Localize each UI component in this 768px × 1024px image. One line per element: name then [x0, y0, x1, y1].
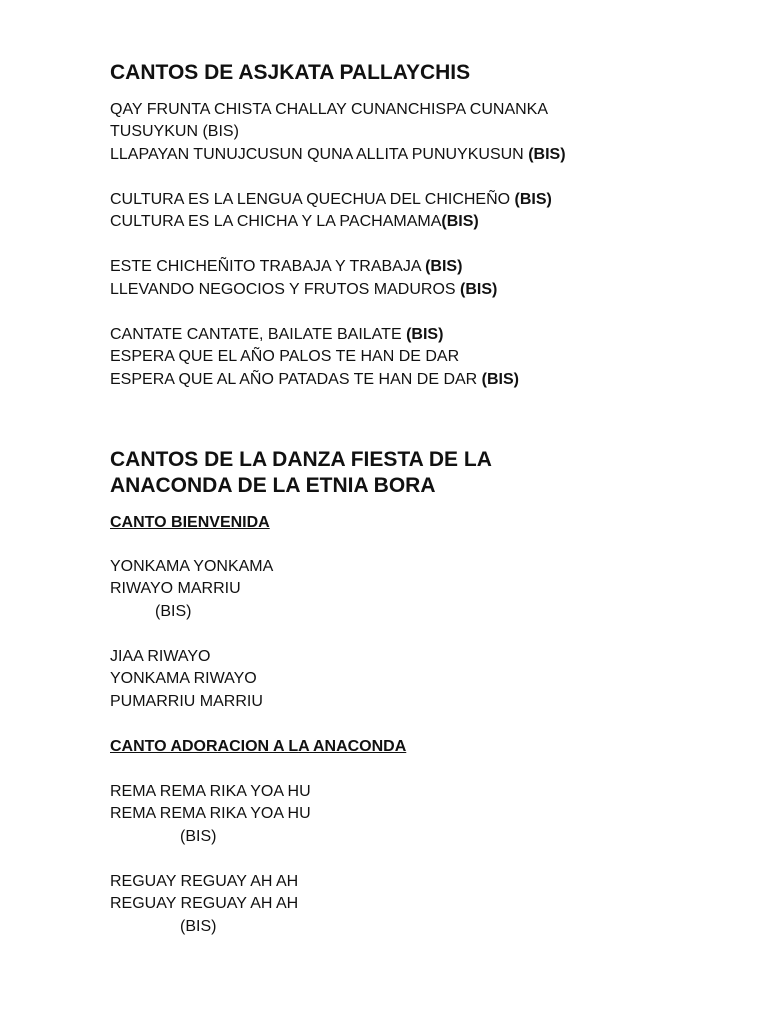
lyric-line: LLEVANDO NEGOCIOS Y FRUTOS MADUROS (BIS) [110, 281, 498, 298]
lyric-line: YONKAMA YONKAMA [110, 558, 274, 575]
lyric-line: REGUAY REGUAY AH AH [110, 873, 299, 890]
lyric-line: YONKAMA RIWAYO [110, 670, 257, 687]
lyric-line: PUMARRIU MARRIU [110, 693, 263, 710]
section1-title: CANTOS DE ASJKATA PALLAYCHIS [110, 61, 471, 84]
lyric-line: CULTURA ES LA LENGUA QUECHUA DEL CHICHEÑO (BIS) [110, 191, 552, 208]
section2-title-line2: ANACONDA DE LA ETNIA BORA [110, 474, 436, 497]
lyric-line: CANTATE CANTATE, BAILATE BAILATE (BIS) [110, 326, 444, 343]
lyric-line: JIAA RIWAYO [110, 648, 211, 665]
lyric-line: ESTE CHICHEÑITO TRABAJA Y TRABAJA (BIS) [110, 258, 463, 275]
lyric-line: QAY FRUNTA CHISTA CHALLAY CUNANCHISPA CUNANKA [110, 101, 549, 118]
lyric-line: TUSUYKUN (BIS) [110, 123, 239, 140]
lyric-line: RIWAYO MARRIU [110, 580, 241, 597]
canto-bienvenida-heading: CANTO BIENVENIDA [110, 514, 270, 531]
lyric-line: REMA REMA RIKA YOA HU [110, 783, 311, 800]
lyric-line: ESPERA QUE AL AÑO PATADAS TE HAN DE DAR (BIS) [110, 371, 519, 388]
bis-marker: (BIS) [180, 918, 217, 935]
lyric-line: LLAPAYAN TUNUJCUSUN QUNA ALLITA PUNUYKUSUN (BIS) [110, 146, 566, 163]
bis-marker: (BIS) [155, 603, 192, 620]
lyric-line: REGUAY REGUAY AH AH [110, 895, 299, 912]
canto-adoracion-heading: CANTO ADORACION A LA ANACONDA [110, 738, 407, 755]
lyric-line: ESPERA QUE EL AÑO PALOS TE HAN DE DAR [110, 348, 460, 365]
lyric-line: CULTURA ES LA CHICHA Y LA PACHAMAMA(BIS) [110, 213, 479, 230]
lyric-line: REMA REMA RIKA YOA HU [110, 805, 311, 822]
section2-title-line1: CANTOS DE LA DANZA FIESTA DE LA [110, 448, 492, 471]
bis-marker: (BIS) [180, 828, 217, 845]
